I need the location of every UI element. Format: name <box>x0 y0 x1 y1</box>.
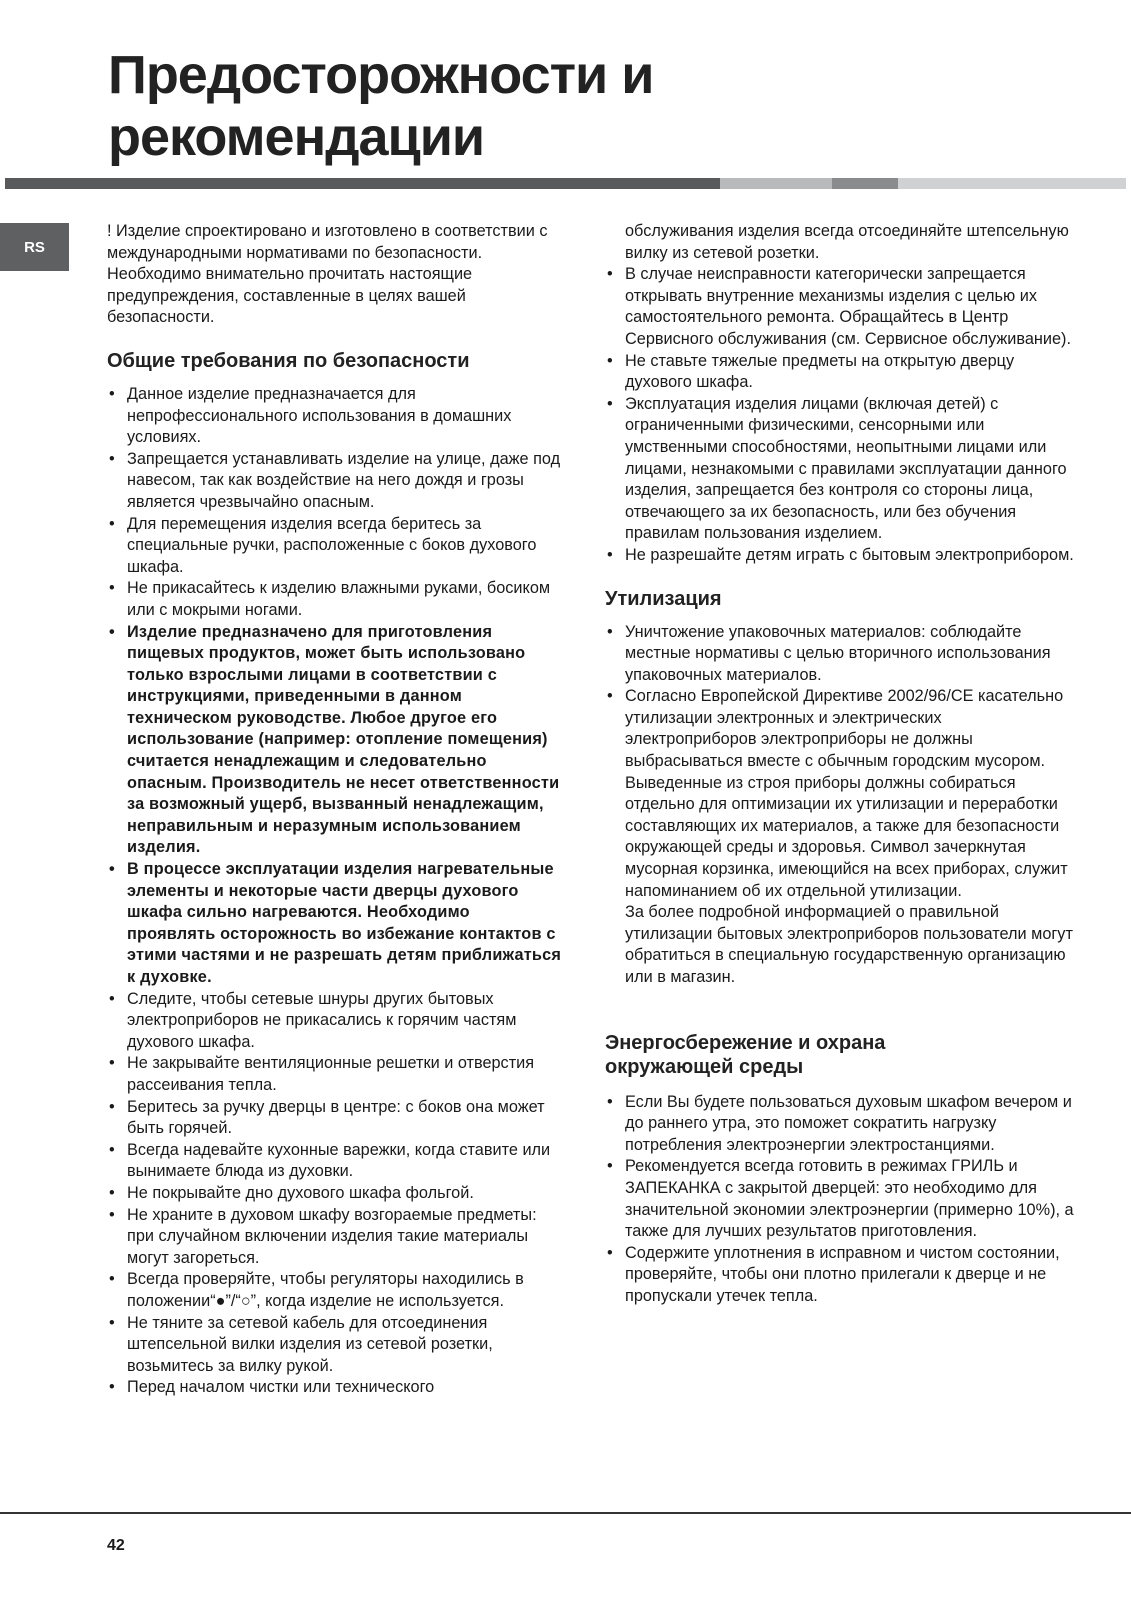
language-tab: RS <box>0 223 69 271</box>
safety-list-continued <box>605 264 1075 566</box>
list-item: • Всегда проверяйте, чтобы регуляторы находились в положении“●”/“○”, когда изделие не используется. <box>107 1269 562 1312</box>
list-item: • Содержите уплотнения в исправном и чистом состоянии, проверяйте, чтобы они плотно прилегали к дверце и не пропускали утечек тепла. <box>605 1243 1075 1308</box>
list-item: • Эксплуатация изделия лицами (включая детей) с ограниченными физическими, сенсорными или умственными способностями, неопытными лицами или лицами, незнакомыми с правилами эксплуатации данного изделия, запрещается без контроля со стороны лица, отвечающего за их безопасность, или без обучения правилам пользования изделием. <box>605 394 1075 545</box>
list-item: • Не закрывайте вентиляционные решетки и отверстия рассеивания тепла. <box>107 1053 562 1096</box>
list-item: • Запрещается устанавливать изделие на улице, даже под навесом, так как воздействие на него дождя и грозы является чрезвычайно опасным. <box>107 449 562 514</box>
list-item-bold: • В процессе эксплуатации изделия нагревательные элементы и некоторые части дверцы духового шкафа сильно нагреваются. Необходимо проявлять осторожность во избежание контактов с этими частями и не разрешать детям приближаться к духовке. <box>107 859 562 989</box>
list-item-continuation: обслуживания изделия всегда отсоединяйте штепсельную вилку из сетевой розетки. <box>625 222 1069 262</box>
energy-list <box>605 1092 1075 1308</box>
list-item: • Перед началом чистки или технического <box>107 1377 562 1399</box>
left-column <box>107 221 562 1399</box>
list-item: • Следите, чтобы сетевые шнуры других бытовых электроприборов не прикасались к горячим частям духового шкафа. <box>107 989 562 1054</box>
disposal-heading: Утилизация <box>605 587 722 610</box>
footer-rule <box>0 1512 1131 1514</box>
list-item: • Если Вы будете пользоваться духовым шкафом вечером и до раннего утра, это поможет сократить нагрузку потребления электроэнергии электростанциями. <box>605 1092 1075 1157</box>
list-item: • Не тяните за сетевой кабель для отсоединения штепсельной вилки изделия из сетевой розетки, возьмитесь за вилку рукой. <box>107 1313 562 1378</box>
list-item: • Не ставьте тяжелые предметы на открытую дверцу духового шкафа. <box>605 351 1075 394</box>
header-rule-light <box>720 178 832 189</box>
page-title-line-1: Предосторожности и <box>108 45 654 105</box>
list-item: • В случае неисправности категорически запрещается открывать внутренние механизмы изделия с целью их самостоятельного ремонта. Обращайтесь в Центр Сервисного обслуживания (см. Сервисное обслуживание). <box>605 264 1075 350</box>
right-column <box>605 221 1075 1308</box>
list-item: • Уничтожение упаковочных материалов: соблюдайте местные нормативы с целью вторичного использования упаковочных материалов. <box>605 622 1075 687</box>
header-rule-mid <box>832 178 898 189</box>
page-title <box>108 44 1008 168</box>
list-item: • Беритесь за ручку дверцы в центре: с боков она может быть горячей. <box>107 1097 562 1140</box>
safety-list <box>107 384 562 1399</box>
safety-heading: Общие требования по безопасности <box>107 349 470 372</box>
energy-heading <box>605 1031 1075 1079</box>
list-item: • Не разрешайте детям играть с бытовым электроприбором. <box>605 545 1075 567</box>
disposal-list <box>605 622 1075 903</box>
list-item: • Всегда надевайте кухонные варежки, когда ставите или вынимаете блюда из духовки. <box>107 1140 562 1183</box>
header-rule-dark <box>5 178 720 189</box>
disposal-note: За более подробной информацией о правильной утилизации бытовых электроприборов пользователи могут обратиться в специальную государственную организацию или в магазин. <box>625 903 1073 986</box>
header-rule-light-end <box>898 178 1126 189</box>
list-item: • Рекомендуется всегда готовить в режимах ГРИЛЬ и ЗАПЕКАНКА с закрытой дверцей: это необходимо для значительной экономии электроэнергии (примерно 10%), а также для лучших результатов приготовления. <box>605 1156 1075 1242</box>
page-title-line-2: рекомендации <box>108 107 485 167</box>
energy-heading-line-2: окружающей среды <box>605 1055 804 1078</box>
energy-heading-line-1: Энергосбережение и охрана <box>605 1031 886 1054</box>
list-item: • Не покрывайте дно духового шкафа фольгой. <box>107 1183 562 1205</box>
list-item: • Для перемещения изделия всегда беритесь за специальные ручки, расположенные с боков духового шкафа. <box>107 514 562 579</box>
page-number: 42 <box>107 1537 125 1554</box>
list-item-bold: • Изделие предназначено для приготовления пищевых продуктов, может быть использовано только взрослыми лицами в соответствии с инструкциями, приведенными в данном техническом руководстве. Любое другое его использование (например: отопление помещения) считается ненадлежащим и следовательно опасным. Производитель не несет ответственности за возможный ущерб, вызванный ненадлежащим, неправильным и неразумным использованием изделия. <box>107 622 562 860</box>
list-item: • Данное изделие предназначается для непрофессионального использования в домашних условиях. <box>107 384 562 449</box>
list-item: • Не прикасайтесь к изделию влажными руками, босиком или с мокрыми ногами. <box>107 578 562 621</box>
list-item: • Согласно Европейской Директиве 2002/96/CE касательно утилизации электронных и электрических электроприборов электроприборы не должны выбрасываться вместе с обычным городским мусором. Выведенные из строя приборы должны собираться отдельно для оптимизации их утилизации и переработки составляющих их материалов, а также для безопасности окружающей среды и здоровья. Символ зачеркнутая мусорная корзинка, имеющийся на всех приборах, служит напоминанием об их отдельной утилизации. <box>605 686 1075 902</box>
intro-paragraph: ! Изделие спроектировано и изготовлено в соответствии с международными нормативами по безопасности. Необходимо внимательно прочитать настоящие предупреждения, составленные в целях вашей безопасности. <box>107 222 548 327</box>
list-item: • Не храните в духовом шкафу возгораемые предметы: при случайном включении изделия такие материалы могут загореться. <box>107 1205 562 1270</box>
